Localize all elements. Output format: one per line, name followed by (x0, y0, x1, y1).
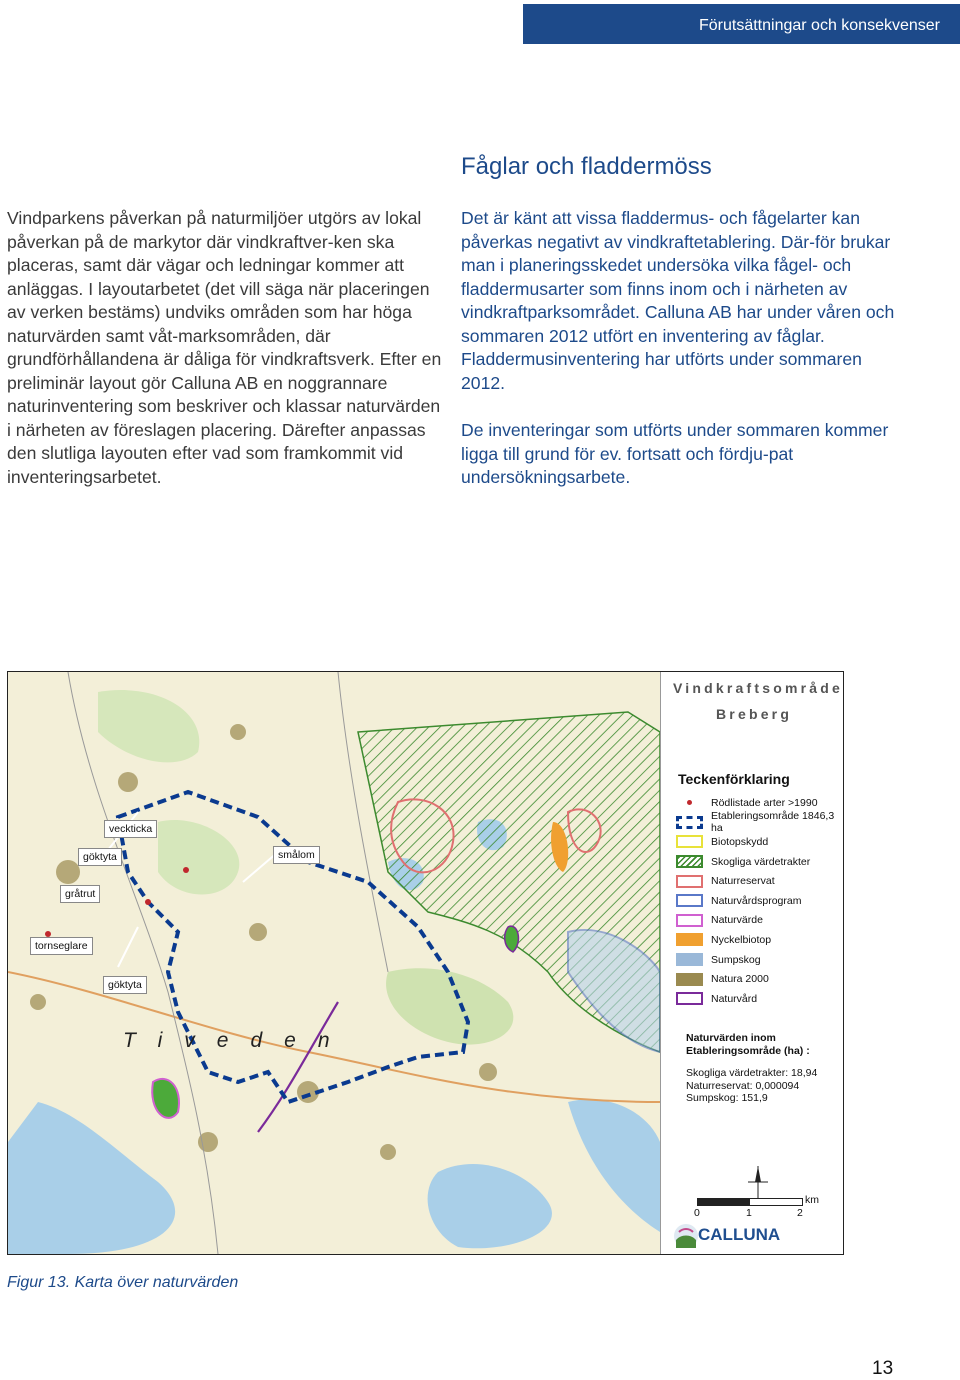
map-title-line1: Vindkraftsområde (673, 680, 843, 696)
legend-item (676, 950, 844, 970)
legend-label: Naturvärde (711, 914, 763, 927)
legend-label: Etableringsområde 1846,3 ha (711, 810, 835, 835)
map-title-line2: Breberg (716, 706, 793, 722)
legend-label: Natura 2000 (711, 973, 769, 986)
legend-item (676, 810, 844, 835)
stat-line: Sumpskog: 151,9 (686, 1092, 768, 1104)
bird-label-goktyta-2: göktyta (103, 976, 147, 994)
blue-outline-icon (676, 894, 703, 907)
figure-caption: Figur 13. Karta över naturvärden (7, 1274, 239, 1291)
bird-label-gratrut: gråtrut (60, 885, 100, 903)
lightblue-fill-icon (676, 953, 703, 966)
legend-label: Biotopskydd (711, 835, 769, 848)
stats-box (686, 1032, 836, 1105)
yellow-outline-icon (676, 835, 703, 848)
dashed-boundary-icon (676, 816, 703, 829)
right-paragraph-1: Det är känt att vissa fladdermus- och fågelarter kan påverkas negativt av vindkraftetablering. Där-för brukar man i planeringsskedet undersöka vilka fågel- och fladdermusarter som finns inom och i närheten av vindkraftparksområdet. Calluna AB har under våren och sommaren 2012 utfört en inventering av fåglar. Fladdermusinventering har utförts under sommaren 2012. (461, 208, 895, 393)
stats-title: Naturvärden inom Etableringsområde (ha) : (686, 1032, 810, 1057)
legend-item (676, 911, 844, 931)
legend-item (676, 871, 844, 891)
legend-label: Skogliga värdetrakter (711, 855, 811, 868)
legend-item (676, 989, 844, 1009)
legend-heading: Teckenförklaring (678, 771, 790, 787)
scale-tick: 0 (694, 1207, 700, 1219)
left-paragraph: Vindparkens påverkan på naturmiljöer utgörs av lokal påverkan på de markytor där vindkraftver-ken ska placeras, samt där vägar och ledningar kommer att anläggas. I layoutarbetet (det vill säga när placeringen av verken bestäms) undviks områden som har höga naturvärden samt våt-marksområden, där grundförhållandena är dåliga för vindkraftsverk. Efter en preliminär layout gör Calluna AB en noggrannare naturinventering som beskriver och klassar naturvärden i närheten av föreslagen placering. Därefter anpassas den slutliga layouten efter vad som framkommit vid inventeringsarbetet. (7, 208, 442, 487)
legend-label: Rödlistade arter >1990 (711, 796, 818, 809)
bird-label-goktyta-1: göktyta (78, 848, 122, 866)
right-paragraph-2: De inventeringar som utförts under sommaren kommer ligga till grund för ev. fortsatt och fördju-pat undersökningsarbete. (461, 420, 889, 487)
legend-label: Naturreservat (711, 875, 775, 888)
legend-label: Sumpskog (711, 953, 761, 966)
legend-item (676, 852, 844, 872)
map-image (8, 672, 660, 1254)
map-figure (7, 671, 844, 1255)
legend-label: Nyckelbiotop (711, 933, 772, 946)
bird-label-tornseglare: tornseglare (30, 937, 93, 955)
left-column (7, 207, 447, 489)
orange-fill-icon (676, 933, 703, 946)
legend-item (676, 969, 844, 989)
legend-list (676, 793, 844, 1009)
page-number: 13 (872, 1358, 894, 1379)
calluna-logo-icon (673, 1222, 699, 1250)
header-band (523, 4, 960, 44)
scale-tick: 2 (797, 1207, 803, 1219)
north-arrow-icon (746, 1164, 770, 1200)
magenta-outline-icon (676, 914, 703, 927)
bird-label-smalom: smålom (273, 846, 320, 864)
purple-outline-icon (676, 992, 703, 1005)
legend-label: Naturvårdsprogram (711, 894, 802, 907)
scale-tick: 1 (746, 1207, 752, 1219)
header-title: Förutsättningar och konsekvenser (698, 17, 940, 34)
legend-item (676, 891, 844, 911)
scale-bar (694, 1194, 819, 1219)
brown-fill-icon (676, 973, 703, 986)
legend-item (676, 832, 844, 852)
bird-label-veckticka: veckticka (104, 820, 157, 838)
legend-item (676, 930, 844, 950)
hatched-green-icon (676, 855, 703, 868)
place-label-tiveden: Tiveden (123, 1029, 352, 1052)
scale-unit: km (805, 1194, 819, 1206)
legend-label: Naturvård (711, 992, 758, 1005)
stat-line: Naturreservat: 0,000094 (686, 1079, 800, 1092)
map-legend-panel (660, 672, 844, 1254)
calluna-logo-text: CALLUNA (698, 1225, 781, 1244)
section-title: Fåglar och fladdermöss (461, 153, 712, 180)
red-dot-icon (676, 796, 703, 809)
pink-outline-icon (676, 875, 703, 888)
right-column (461, 150, 901, 514)
stat-line: Skogliga värdetrakter: 18,94 (686, 1067, 818, 1079)
